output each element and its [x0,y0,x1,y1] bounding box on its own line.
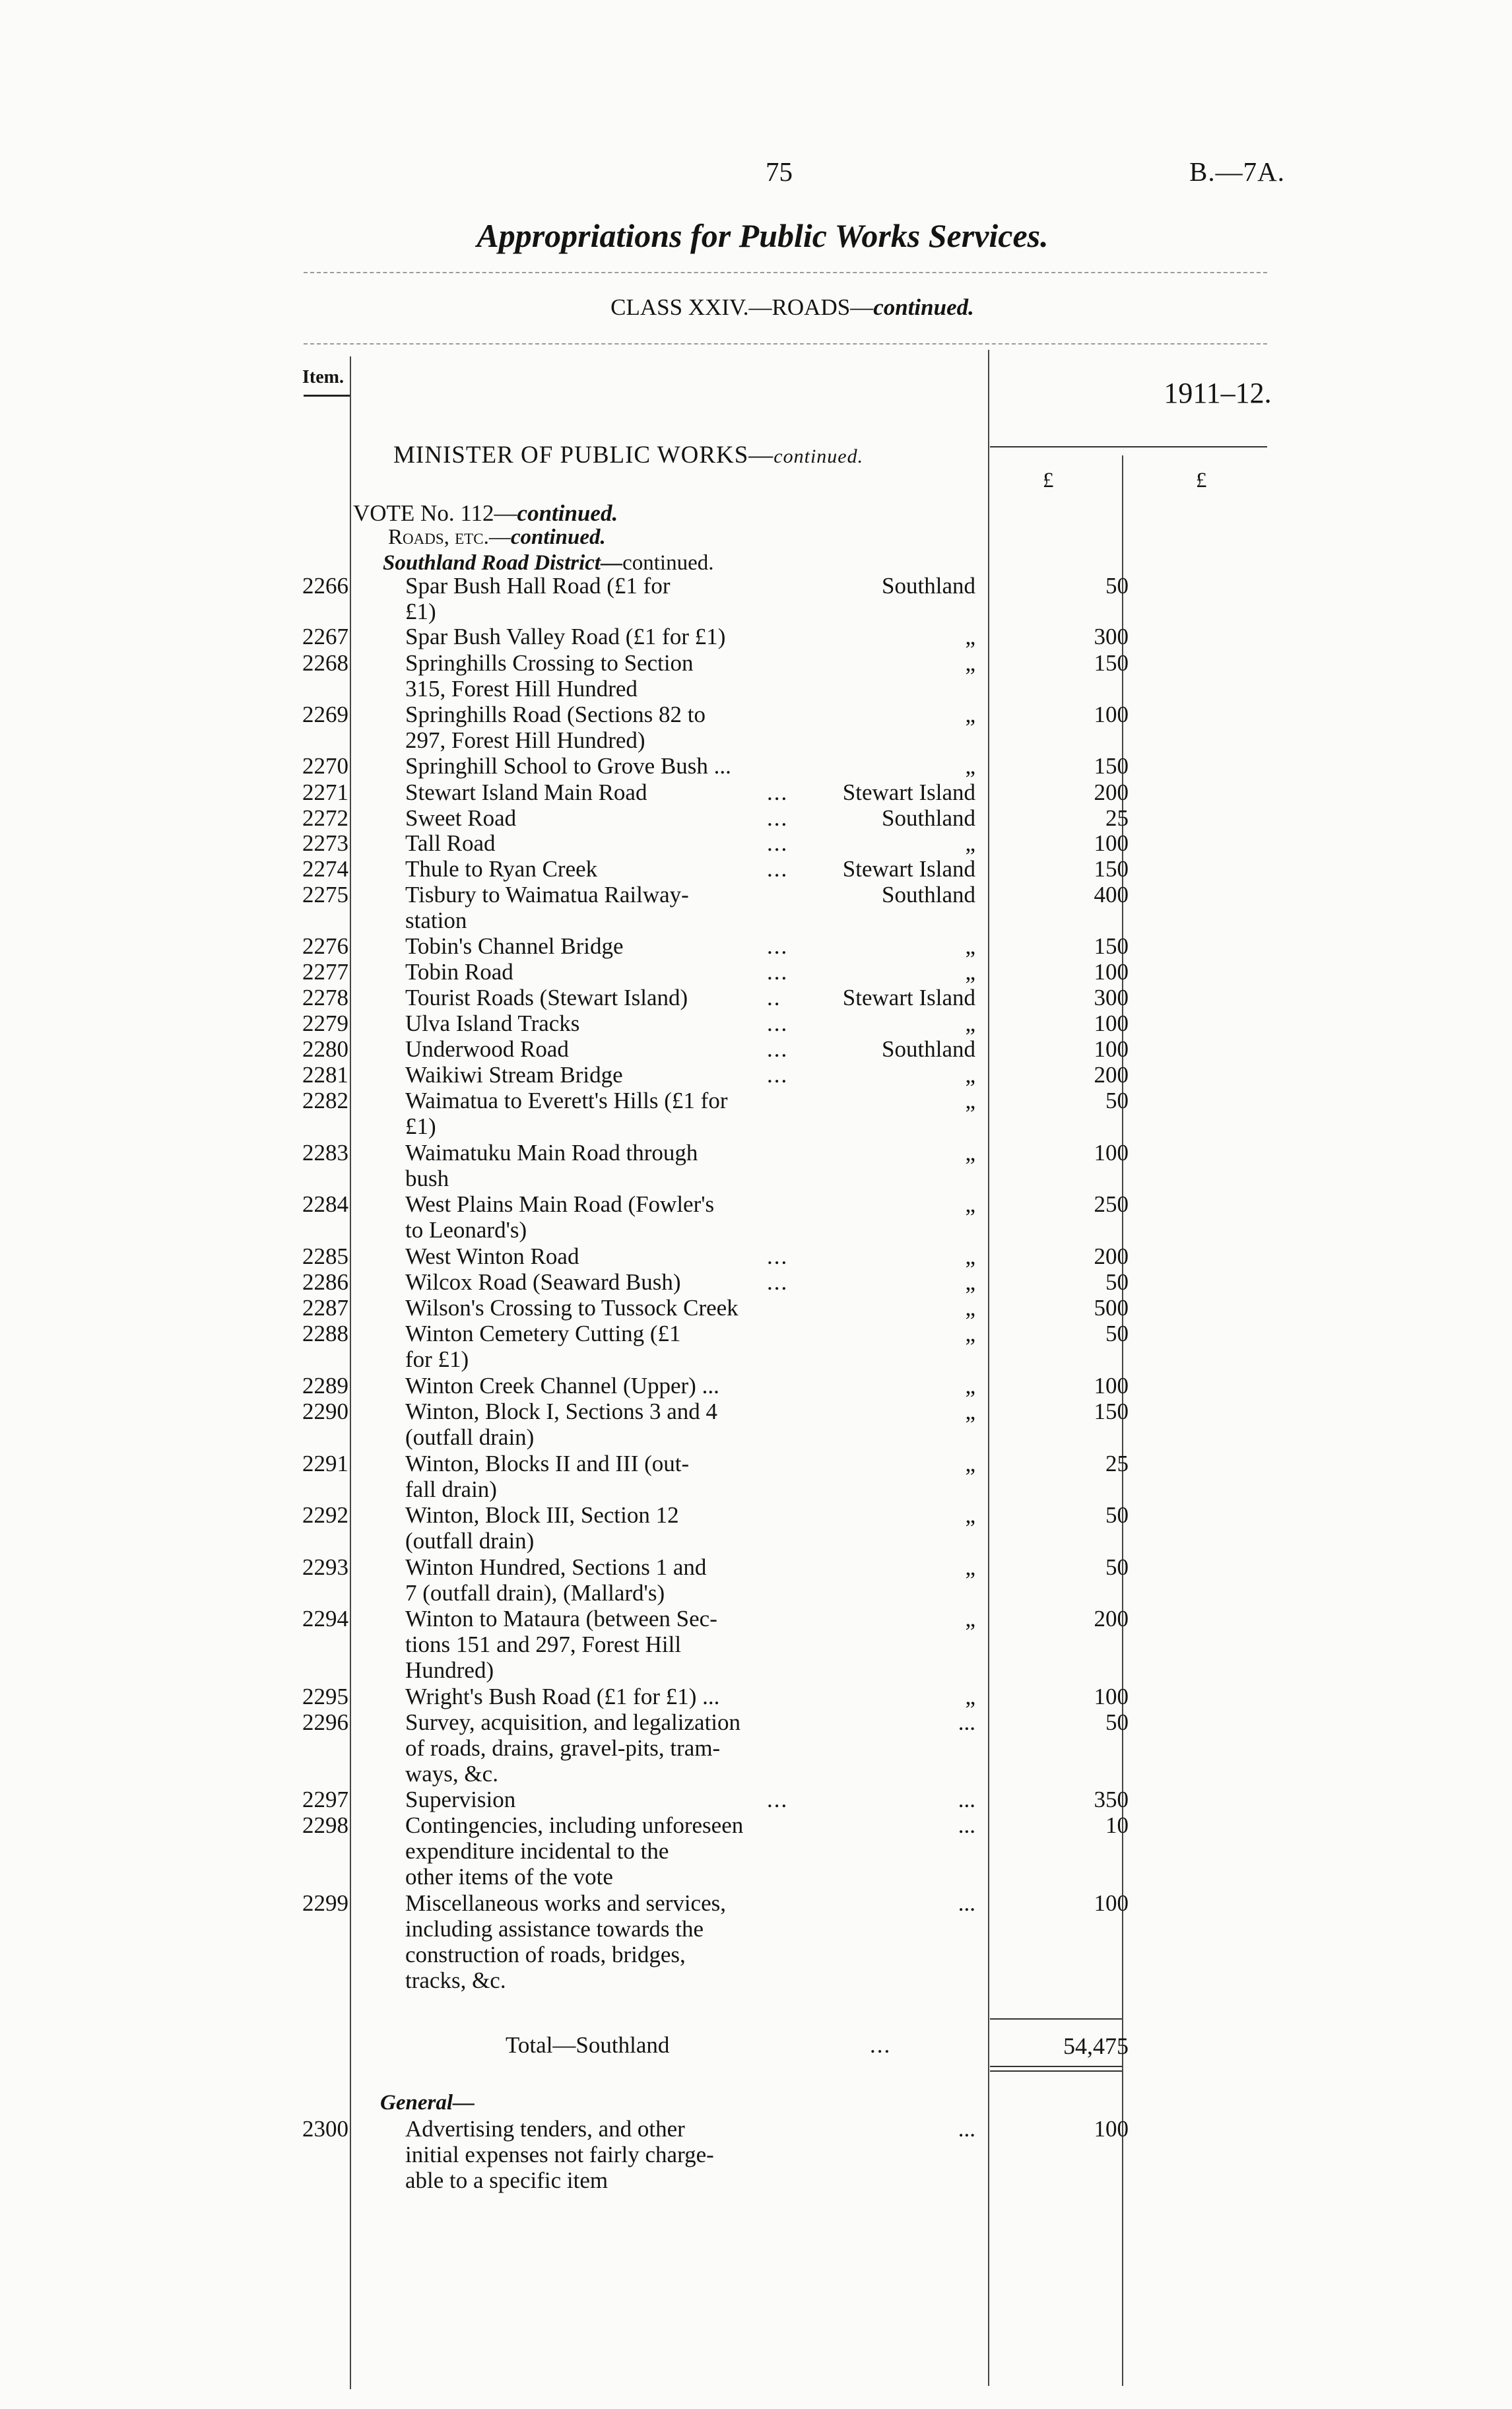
item-district: „ [965,1321,975,1346]
item-number: 2290 [302,1399,348,1424]
item-amount: 50 [1105,1269,1129,1295]
title-divider [304,272,1267,273]
item-leader-dots: ... [767,1787,789,1812]
item-district: „ [965,1502,975,1528]
item-amount: 250 [1094,1191,1129,1217]
item-amount: 100 [1094,1684,1129,1709]
roads-heading-main: Roads, etc.— [388,525,511,549]
item-number: 2275 [302,882,348,908]
item-district: „ [965,1191,975,1217]
item-amount: 100 [1094,702,1129,727]
item-district: Southland [882,882,975,908]
item-district: Southland [882,573,975,599]
item-district: ... [958,2116,975,2142]
item-number: 2292 [302,1502,348,1528]
item-amount: 25 [1105,1451,1129,1476]
item-description: Wilson's Crossing to Tussock Creek [405,1295,739,1321]
item-description: Underwood Road [405,1036,569,1062]
item-amount: 150 [1094,856,1129,882]
item-description: Spar Bush Valley Road (£1 for £1) [405,624,726,649]
page-number: 75 [766,156,793,187]
class-heading-continued: continued. [873,294,974,320]
item-description: Contingencies, including unforeseen expenditure incidental to the other items of the vote [405,1812,744,1890]
item-district: „ [965,1373,975,1399]
item-district: „ [965,1010,975,1036]
item-description: Tisbury to Waimatua Railway- station [405,882,689,933]
item-district: „ [965,959,975,985]
item-description: Waimatua to Everett's Hills (£1 for £1) [405,1088,728,1139]
item-number: 2268 [302,650,348,676]
item-number: 2277 [302,959,348,985]
item-leader-dots: ... [767,1036,789,1062]
item-amount: 200 [1094,1243,1129,1269]
vote-heading-main: VOTE No. 112— [353,500,517,526]
item-leader-dots: ... [767,1062,789,1088]
vote-heading [353,500,618,527]
item-amount: 150 [1094,1399,1129,1424]
district-heading [383,551,714,576]
item-number: 2294 [302,1606,348,1632]
item-district: ... [958,1787,975,1812]
item-amount: 100 [1094,959,1129,985]
item-amount: 25 [1105,805,1129,831]
ministry-heading-main: MINISTER OF PUBLIC WORKS— [393,442,774,469]
item-district: „ [965,1684,975,1709]
item-amount: 200 [1094,1606,1129,1632]
district-heading-continued: continued. [622,551,714,575]
item-description: Springhills Crossing to Section 315, Forest Hill Hundred [405,650,694,702]
item-amount: 100 [1094,1373,1129,1399]
item-leader-dots: ... [767,1010,789,1036]
item-number: 2287 [302,1295,348,1321]
item-number: 2278 [302,985,348,1010]
item-number: 2293 [302,1554,348,1580]
total-bottom-rule-2 [990,2070,1122,2072]
item-district: „ [965,753,975,779]
item-number: 2286 [302,1269,348,1295]
item-number: 2272 [302,805,348,831]
item-district: „ [965,1399,975,1424]
item-description: Wright's Bush Road (£1 for £1) ... [405,1684,720,1709]
pound-sign-left: £ [1043,469,1054,492]
item-leader-dots: ... [767,1269,789,1295]
item-description: Winton Hundred, Sections 1 and 7 (outfall drain), (Mallard's) [405,1554,707,1606]
item-amount: 300 [1094,985,1129,1010]
item-description: Tourist Roads (Stewart Island) [405,985,688,1010]
year-column-header: 1911–12. [1164,377,1272,409]
item-number: 2270 [302,753,348,779]
item-number: 2284 [302,1191,348,1217]
ministry-heading-continued: continued. [773,446,864,467]
item-amount: 150 [1094,933,1129,959]
roads-heading [388,525,606,550]
pound-sign-right: £ [1196,469,1207,492]
item-district: „ [965,1269,975,1295]
item-amount: 50 [1105,1502,1129,1528]
item-district: „ [965,650,975,676]
item-description: West Plains Main Road (Fowler's to Leonard's) [405,1191,715,1243]
item-description: Springhill School to Grove Bush ... [405,753,731,779]
item-number: 2288 [302,1321,348,1346]
item-column-rule [350,356,351,2389]
item-district: „ [965,1606,975,1632]
item-number: 2281 [302,1062,348,1088]
item-number: 2274 [302,856,348,882]
item-leader-dots: ... [767,779,789,805]
item-description: Advertising tenders, and other initial expenses not fairly charge- able to a specific item [405,2116,714,2193]
item-district: ... [958,1890,975,1916]
item-amount: 50 [1105,1321,1129,1346]
item-amount: 50 [1105,1709,1129,1735]
item-description: Winton to Mataura (between Sec- tions 151 and 297, Forest Hill Hundred) [405,1606,717,1683]
item-district: „ [965,702,975,727]
item-district: Stewart Island [842,985,975,1010]
item-district: ... [958,1812,975,1838]
item-amount: 100 [1094,1890,1129,1916]
item-district: „ [965,624,975,649]
item-number: 2269 [302,702,348,727]
item-amount: 50 [1105,573,1129,599]
item-leader-dots: ... [767,830,789,856]
item-description: Supervision [405,1787,516,1812]
item-number: 2267 [302,624,348,649]
item-leader-dots: .. [767,985,781,1010]
item-district: „ [965,830,975,856]
item-number: 2285 [302,1243,348,1269]
item-description: Stewart Island Main Road [405,779,647,805]
item-district: „ [965,1140,975,1166]
class-heading [0,294,1512,321]
total-label: Total—Southland [506,2032,670,2058]
item-description: Spar Bush Hall Road (£1 for £1) [405,573,671,624]
item-district: „ [965,1243,975,1269]
item-description: Winton, Blocks II and III (out- fall drain) [405,1451,690,1502]
item-amount: 100 [1094,830,1129,856]
item-amount: 100 [1094,2116,1129,2142]
item-description: Ulva Island Tracks [405,1010,580,1036]
item-number: 2291 [302,1451,348,1476]
item-description: Survey, acquisition, and legalization of roads, drains, gravel-pits, tram- ways, &c. [405,1709,741,1787]
item-amount: 50 [1105,1088,1129,1113]
item-amount: 200 [1094,779,1129,805]
item-district: Stewart Island [842,779,975,805]
item-leader-dots: ... [767,1243,789,1269]
item-district: ... [958,1709,975,1735]
item-description: Winton Creek Channel (Upper) ... [405,1373,719,1399]
item-leader-dots: ... [767,805,789,831]
item-number: 2289 [302,1373,348,1399]
item-district: „ [965,1088,975,1113]
item-description: Tobin Road [405,959,513,985]
item-number: 2283 [302,1140,348,1166]
item-number: 2295 [302,1684,348,1709]
class-heading-main: CLASS XXIV.—ROADS— [610,294,874,320]
item-description: Springhills Road (Sections 82 to 297, Forest Hill Hundred) [405,702,706,753]
item-amount: 200 [1094,1062,1129,1088]
item-description: Waimatuku Main Road through bush [405,1140,698,1191]
item-amount: 500 [1094,1295,1129,1321]
item-district: Southland [882,1036,975,1062]
item-amount: 300 [1094,624,1129,649]
item-description: Tall Road [405,830,496,856]
item-description: Thule to Ryan Creek [405,856,598,882]
item-amount: 350 [1094,1787,1129,1812]
item-leader-dots: ... [767,856,789,882]
district-heading-main: Southland Road District— [383,551,623,575]
item-number: 2300 [302,2116,348,2142]
item-description: Wilcox Road (Seaward Bush) [405,1269,681,1295]
item-district: „ [965,933,975,959]
item-district: Southland [882,805,975,831]
total-leader-dots: ... [870,2032,892,2058]
item-district: „ [965,1062,975,1088]
item-number: 2298 [302,1812,348,1838]
item-description: Tobin's Channel Bridge [405,933,624,959]
item-number: 2276 [302,933,348,959]
item-description: West Winton Road [405,1243,579,1269]
item-amount: 150 [1094,753,1129,779]
item-number: 2282 [302,1088,348,1113]
item-number: 2273 [302,830,348,856]
item-amount: 400 [1094,882,1129,908]
item-number: 2271 [302,779,348,805]
table-top-rule [304,343,1267,345]
item-leader-dots: ... [767,933,789,959]
item-district: „ [965,1554,975,1580]
ministry-heading [393,441,863,469]
item-description: Winton, Block I, Sections 3 and 4 (outfall drain) [405,1399,717,1450]
total-bottom-rule [990,2066,1122,2067]
item-district: „ [965,1295,975,1321]
item-district: Stewart Island [842,856,975,882]
item-number: 2280 [302,1036,348,1062]
total-amount: 54,475 [1063,2033,1129,2059]
item-description: Waikiwi Stream Bridge [405,1062,623,1088]
item-number: 2279 [302,1010,348,1036]
item-number: 2299 [302,1890,348,1916]
item-description: Miscellaneous works and services, including assistance towards the construction of roads, bridges, tracks, &c. [405,1890,726,1993]
total-top-rule [990,2018,1122,2020]
general-heading: General— [380,2091,475,2115]
item-description: Sweet Road [405,805,517,831]
page-title: Appropriations for Public Works Services. [477,217,1049,254]
item-amount: 10 [1105,1812,1129,1838]
item-header-underline [304,395,350,397]
item-amount: 150 [1094,650,1129,676]
item-leader-dots: ... [767,959,789,985]
item-number: 2296 [302,1709,348,1735]
roads-heading-continued: continued. [510,525,606,549]
item-number: 2266 [302,573,348,599]
item-column-header: Item. [302,367,344,387]
item-description: Winton, Block III, Section 12 (outfall drain) [405,1502,679,1554]
document-reference: B.—7A. [1189,156,1285,187]
vote-heading-continued: continued. [517,500,618,526]
item-amount: 50 [1105,1554,1129,1580]
amount-column-left-rule [988,350,989,2386]
item-description: Winton Cemetery Cutting (£1 for £1) [405,1321,681,1372]
item-number: 2297 [302,1787,348,1812]
item-amount: 100 [1094,1010,1129,1036]
year-header-rule [990,446,1267,447]
item-amount: 100 [1094,1140,1129,1166]
item-district: „ [965,1451,975,1476]
item-amount: 100 [1094,1036,1129,1062]
